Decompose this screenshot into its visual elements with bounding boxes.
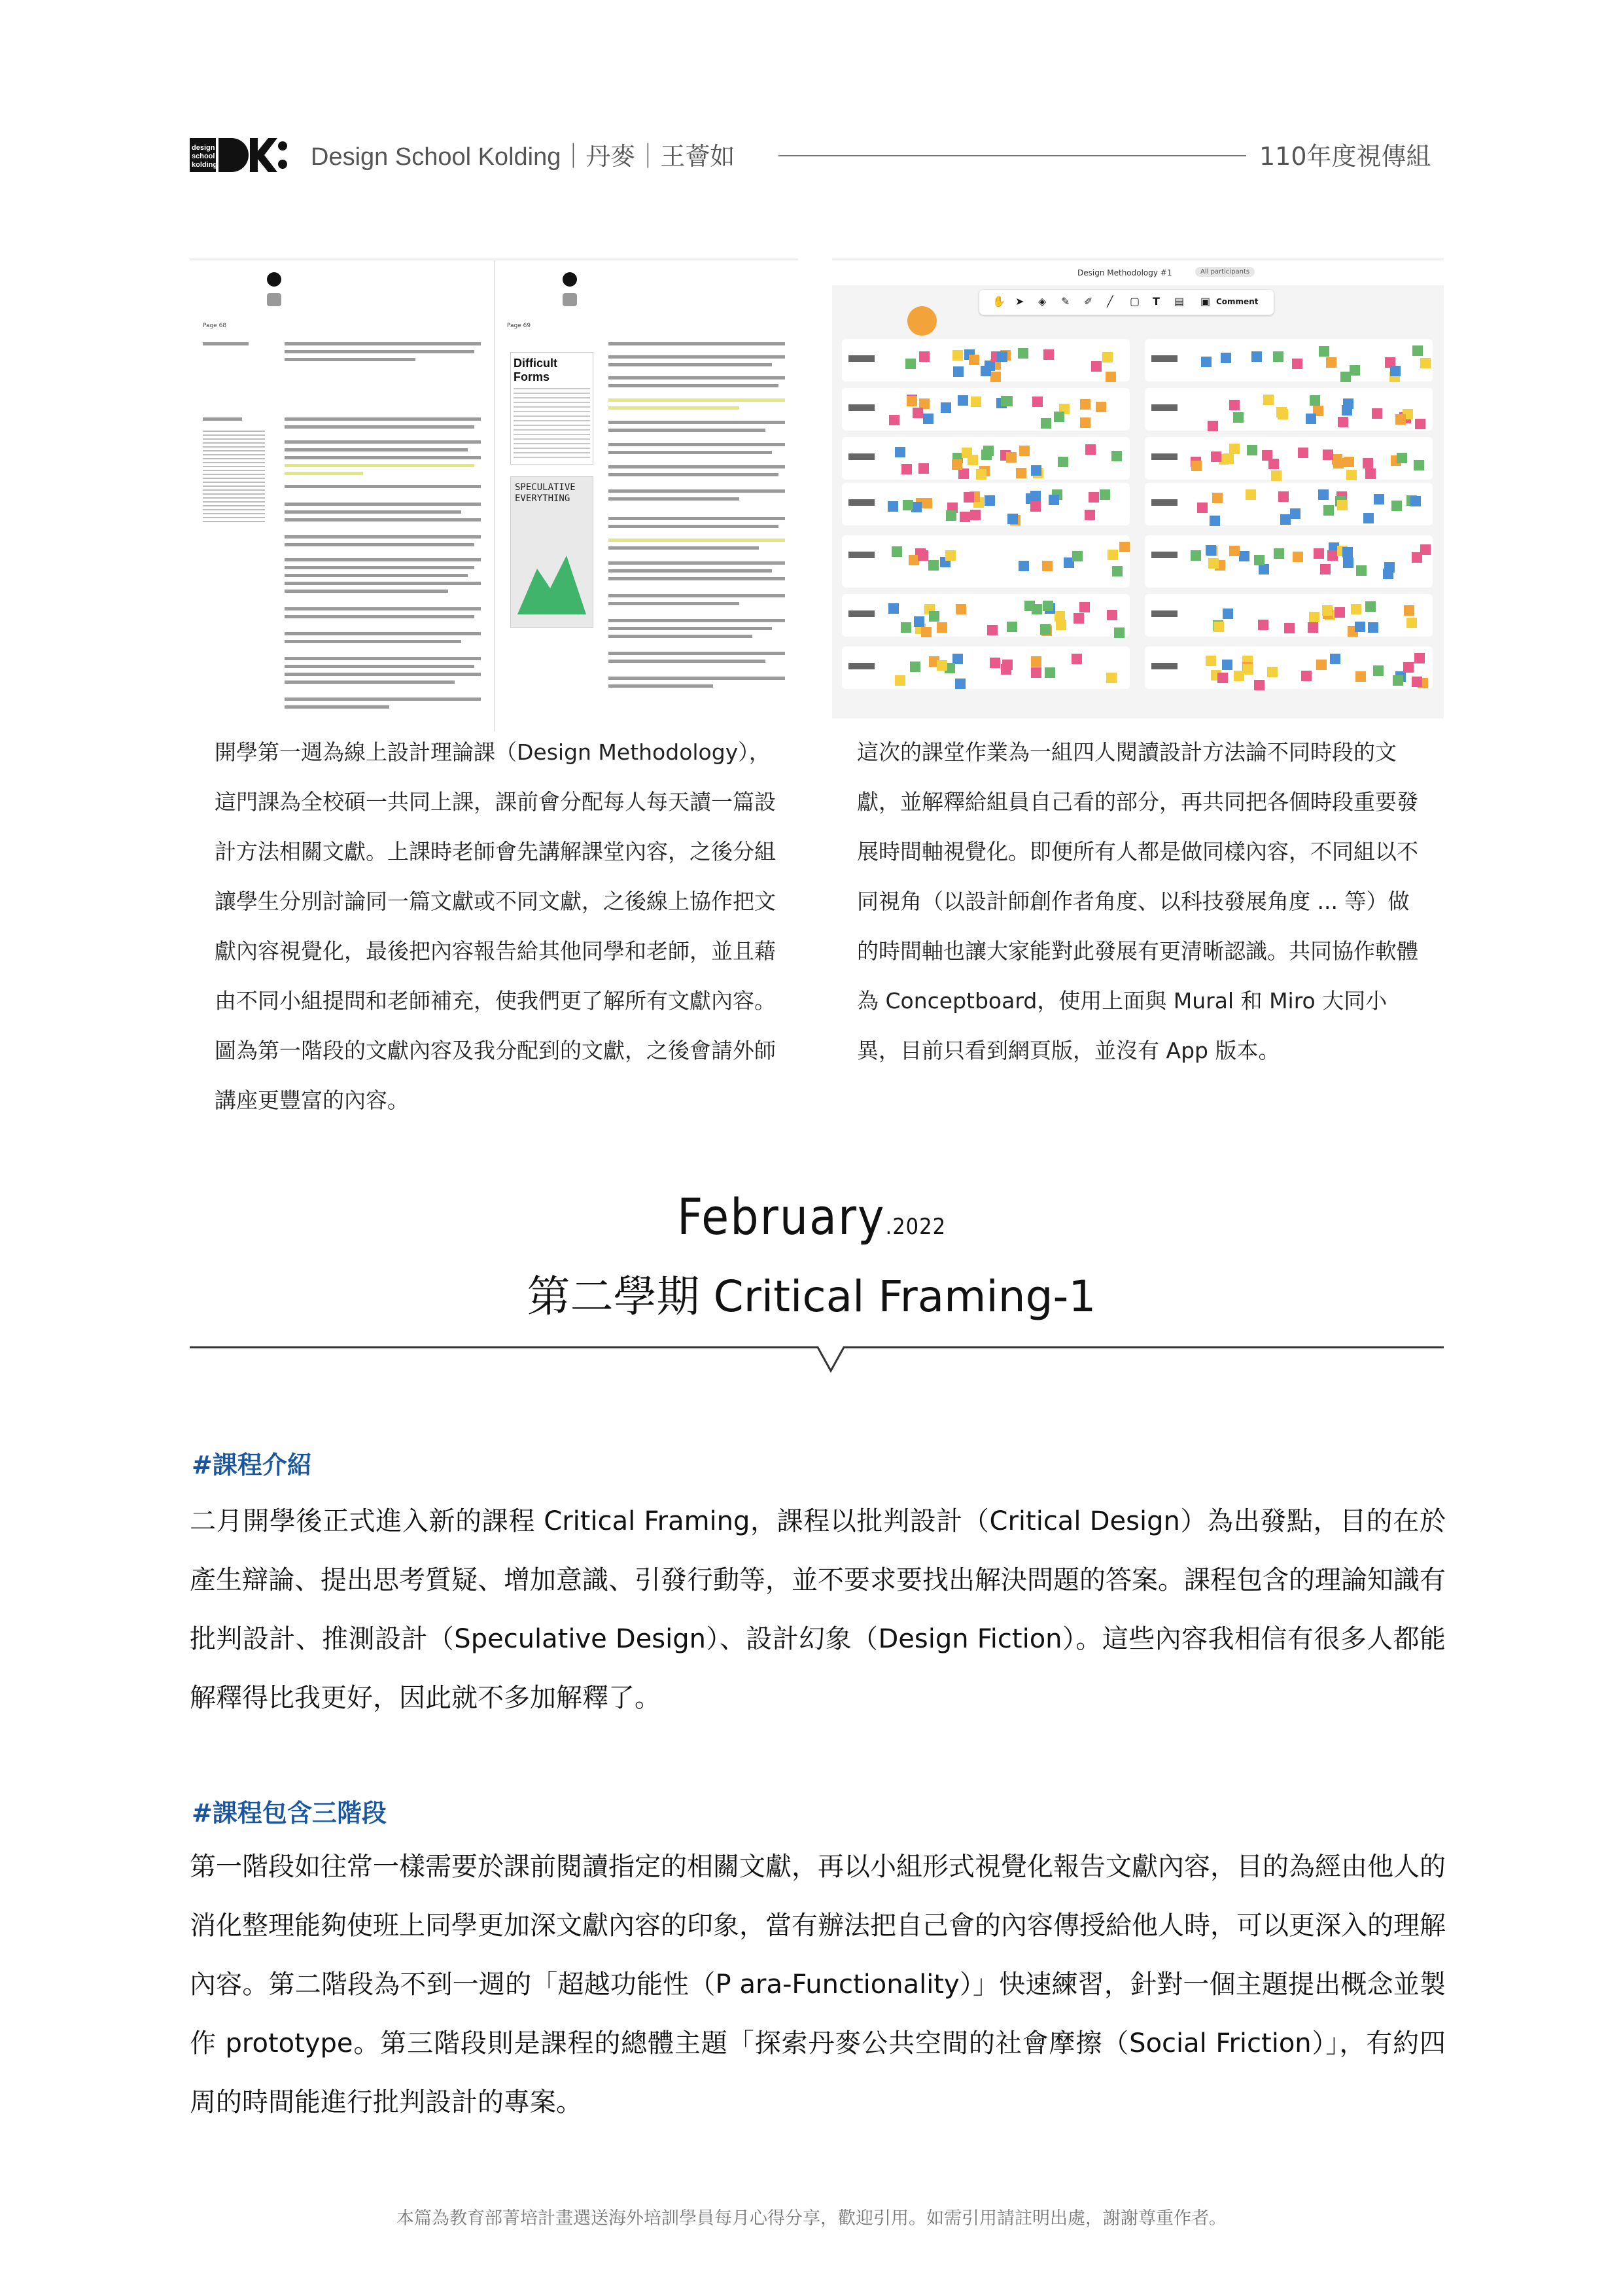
sticky-note — [990, 372, 1001, 382]
svg-text:kolding: kolding — [192, 161, 218, 169]
sticky-note — [922, 498, 932, 508]
sticky-note — [895, 675, 905, 686]
sticky-note — [1262, 450, 1272, 461]
sticky-note — [1344, 457, 1354, 467]
sticky-note — [1327, 550, 1338, 561]
sticky-note — [1326, 357, 1336, 368]
sticky-note — [1263, 395, 1274, 405]
sticky-note — [1338, 417, 1348, 427]
sticky-note — [1395, 414, 1406, 425]
sticky-note — [958, 395, 968, 406]
sticky-note — [1016, 468, 1026, 478]
sticky-note — [1049, 495, 1059, 505]
cursor-icon[interactable]: ➤ — [1015, 295, 1024, 308]
sticky-note — [919, 351, 930, 362]
sticky-note — [1213, 622, 1224, 632]
sticky-note — [1206, 545, 1216, 556]
board-frame — [1145, 437, 1433, 480]
page-label: Page 69 — [507, 323, 531, 329]
sticky-note — [1292, 359, 1302, 369]
sticky-note — [1019, 561, 1029, 571]
sticky-note — [1254, 555, 1265, 565]
paragraph-right: 這次的課堂作業為一組四人閱讀設計方法論不同時段的文獻，並解釋給組員自己看的部分，再共同把各個時段重要發展時間軸視覺化。即便所有人都是做同樣內容，不同組以不同視角（以設計師創作者角度、以科技發展角度 ... 等）做的時間軸也讓大家能對此發展有更清晰認識。共同協作軟體為 Conceptboard，使用上面與 Mural 和 Miro 大同小異，目前只看到網頁版，並沒有 App 版本。 — [857, 739, 1418, 1063]
sticky-note — [1318, 489, 1329, 500]
sticky-note — [1363, 513, 1374, 523]
sticky-note — [941, 402, 951, 413]
sticky-note — [983, 446, 994, 456]
sticky-note — [970, 510, 981, 520]
board-toolbar — [979, 290, 1274, 315]
sticky-note — [1031, 656, 1041, 667]
book-title: SPECULATIVE EVERYTHING — [515, 482, 576, 504]
sticky-note — [1404, 605, 1414, 616]
sticky-note — [1323, 505, 1334, 516]
sticky-note — [1412, 677, 1422, 687]
frame-tag — [848, 355, 875, 362]
header-rule — [778, 155, 1246, 156]
sticky-note — [1284, 623, 1295, 633]
sticky-note — [1330, 654, 1340, 664]
sticky-note — [1108, 550, 1118, 560]
sticky-note — [1350, 365, 1360, 376]
sticky-note — [1335, 607, 1345, 618]
sticky-note — [1024, 601, 1035, 611]
sticky-note — [1206, 656, 1216, 666]
sticky-note — [1342, 547, 1353, 557]
eraser-icon[interactable]: ◈ — [1038, 295, 1047, 308]
sticky-note — [1221, 353, 1231, 363]
sticky-note — [1208, 421, 1218, 431]
frame-tag — [848, 610, 875, 617]
sticky-note — [955, 679, 966, 689]
frame-tag — [848, 499, 875, 506]
year-label: .2022 — [885, 1214, 947, 1240]
sticky-note — [1414, 653, 1425, 663]
sticky-note — [1246, 489, 1256, 500]
school-logo — [190, 134, 288, 176]
sticky-note — [969, 355, 979, 365]
sticky-note — [1243, 664, 1253, 675]
sticky-note — [952, 459, 962, 470]
sticky-note — [1343, 557, 1353, 568]
sticky-note — [1114, 627, 1125, 638]
sticky-note — [1306, 414, 1316, 424]
sticky-note — [1356, 565, 1367, 576]
line-icon[interactable]: ╱ — [1107, 295, 1113, 308]
sticky-note — [1030, 501, 1041, 512]
sticky-note — [956, 604, 966, 614]
sticky-note — [946, 510, 956, 521]
reading-page-right — [494, 260, 798, 732]
sticky-note — [888, 501, 898, 512]
sticky-note — [1414, 460, 1424, 470]
sticky-note — [1058, 457, 1068, 467]
board-titlebar — [832, 260, 1444, 285]
sticky-note — [1043, 349, 1054, 360]
sticky-note — [895, 447, 905, 457]
sticky-note — [1042, 561, 1053, 571]
month-label: February — [676, 1188, 886, 1246]
sticky-note — [889, 415, 899, 425]
sticky-note — [1002, 660, 1013, 670]
sticky-note — [1320, 564, 1331, 574]
sticky-note — [1072, 551, 1083, 561]
binder-hole-icon — [563, 272, 577, 287]
sticky-note — [1309, 612, 1319, 622]
sticky-note — [1322, 605, 1333, 616]
sticky-note — [1254, 680, 1265, 690]
sticky-note — [1212, 493, 1223, 503]
frame-tag — [848, 552, 875, 558]
sticky-note — [913, 408, 923, 418]
sticky-note — [1343, 398, 1353, 409]
sticky-note — [1041, 418, 1051, 429]
sticky-note — [1412, 345, 1423, 356]
sticky-note — [1191, 550, 1201, 561]
sticky-note — [1355, 671, 1366, 682]
sticky-note — [1079, 602, 1090, 612]
section-title: 第二學期 Critical Framing-1 — [527, 1271, 1096, 1322]
sticky-note — [1045, 667, 1055, 678]
sticky-note — [1420, 358, 1431, 368]
sticky-note — [910, 662, 920, 672]
participants-badge[interactable]: All participants — [1195, 267, 1255, 277]
sticky-note — [1233, 412, 1244, 423]
sticky-note — [1085, 510, 1095, 520]
sticky-note — [903, 500, 913, 510]
stages-body: 第一階段如往常一樣需要於課前閱讀指定的相關文獻，再以小組形式視覺化報告文獻內容，目的為經由他人的消化整理能夠使班上同學更加深文獻內容的印象，當有辦法把自己會的內容傳授給他人時，可以更深入的理解內容。第二階段為不到一週的「超越功能性（P ara-Functionality）」快速練習，針對一個主題提出概念並製作 prototype。第三階段則是課程的總體主題「探索丹麥公共空間的社會摩擦（Social Friction）」，有約四周的時間能進行批判設計的專案。 — [190, 1852, 1446, 2117]
frame-tag — [1151, 499, 1178, 506]
shape-icon[interactable]: ▢ — [1130, 295, 1140, 308]
sticky-note — [907, 396, 917, 406]
reading-page-left — [190, 260, 494, 732]
sticky-note — [987, 625, 998, 635]
sticky-note — [1251, 351, 1262, 362]
sticky-note — [1323, 450, 1333, 460]
sticky-note — [1319, 346, 1329, 357]
sticky-note — [1301, 671, 1312, 681]
intro-body: 二月開學後正式進入新的課程 Critical Framing，課程以批判設計（Critical Design）為出發點，目的在於產生辯論、提出思考質疑、增加意識、引發行動等，並不要求要找出解決問題的答案。課程包含的理論知識有批判設計、推測設計（Speculative Design）、設計幻象（Design Fiction）。這些內容我相信有很多人都能解釋得比我更好，因此就不多加解釋了。 — [190, 1506, 1446, 1713]
sticky-note — [1056, 620, 1066, 630]
book-title: Difficult Forms — [514, 357, 557, 383]
sticky-note — [1210, 516, 1220, 526]
sticky-note — [962, 448, 972, 458]
sticky-note — [1393, 675, 1403, 686]
sticky-note — [985, 495, 995, 506]
sticky-note — [1091, 361, 1102, 372]
binder-clip-icon — [563, 293, 577, 306]
comment-icon[interactable]: ▣ — [1200, 295, 1211, 308]
board-frame — [1145, 388, 1433, 431]
sticky-note — [1259, 564, 1269, 574]
sticky-note — [1391, 501, 1402, 511]
sticky-note — [905, 359, 916, 369]
sticky-note — [964, 492, 974, 503]
frame-tag — [1151, 404, 1178, 411]
sticky-note — [1280, 514, 1291, 525]
sticky-note — [1363, 458, 1373, 468]
sticky-note — [1208, 558, 1219, 569]
hand-icon[interactable]: ✋ — [992, 295, 1005, 308]
sticky-note — [937, 622, 947, 633]
frame-tag — [1151, 610, 1178, 617]
sticky-note — [1073, 613, 1084, 624]
sticky-note — [1229, 400, 1240, 410]
header-title: Design School Kolding｜丹麥｜王薈如 — [311, 143, 735, 171]
board-frame — [1145, 646, 1433, 689]
svg-text:school: school — [192, 152, 215, 160]
sticky-note — [929, 611, 939, 622]
sticky-note — [1365, 468, 1376, 479]
user-avatar — [907, 306, 937, 336]
sticky-note — [1043, 601, 1053, 611]
sticky-note — [937, 660, 947, 671]
sticky-note — [918, 550, 928, 561]
sticky-note — [1406, 618, 1417, 628]
stages-heading: #課程包含三階段 — [192, 1799, 387, 1828]
board-frame — [1145, 535, 1433, 588]
sticky-note — [981, 366, 991, 376]
sticky-note — [923, 414, 934, 424]
paragraph-left: 開學第一週為線上設計理論課（Design Methodology），這門課為全校碩一共同上課，課前會分配每人每天讀一篇設計方法相關文獻。上課時老師會先講解課堂內容，之後分組讓學生分別討論同一篇文獻或不同文獻，之後線上協作把文獻內容視覺化，最後把內容報告給其他同學和老師，並且藉由不同小組提問和老師補充，使我們更了解所有文獻內容。圖為第一階段的文獻內容及我分配到的文獻，之後會請外師講座更豐富的內容。 — [215, 739, 776, 1113]
sticky-note — [1372, 408, 1382, 419]
sticky-note — [1276, 407, 1287, 417]
sticky-note — [1100, 489, 1110, 500]
sticky-note — [1106, 673, 1117, 683]
sticky-note — [958, 468, 969, 479]
sticky-note — [1223, 453, 1234, 464]
sticky-note — [888, 603, 899, 614]
sticky-note — [976, 469, 986, 480]
frame-tag — [848, 663, 875, 669]
frame-tag — [1151, 663, 1178, 669]
sticky-note — [1229, 444, 1240, 454]
sticky-note — [1001, 396, 1011, 406]
sticky-note — [1316, 660, 1327, 670]
sticky-note — [1365, 601, 1376, 612]
sticky-note — [1397, 453, 1407, 463]
sticky-note — [1018, 348, 1028, 359]
text-tool-icon[interactable]: T — [1153, 295, 1160, 308]
sticky-note — [1229, 546, 1240, 556]
sticky-note — [960, 512, 970, 522]
sticky-note — [1019, 446, 1030, 456]
sticky-note — [892, 546, 902, 557]
sticky-note — [971, 397, 981, 407]
sticky-note — [1258, 620, 1268, 630]
section-month — [0, 1188, 1623, 1246]
conceptboard-figure — [832, 258, 1444, 718]
sticky-note — [1096, 402, 1106, 412]
sticky-note — [1373, 665, 1384, 676]
sticky-note — [1355, 622, 1365, 632]
sticky-note — [1006, 452, 1017, 463]
sticky-note — [1080, 417, 1091, 428]
sticky-note — [1112, 566, 1123, 576]
sticky-note-icon[interactable]: ▤ — [1174, 295, 1185, 308]
sticky-note — [1007, 622, 1017, 632]
sticky-note — [921, 627, 932, 637]
sticky-note — [1223, 609, 1233, 619]
sticky-note — [1031, 465, 1041, 476]
board-frame — [842, 646, 1130, 689]
sticky-note — [1274, 548, 1284, 559]
sticky-note — [1374, 494, 1384, 504]
sticky-note — [1239, 551, 1249, 561]
board-frame — [842, 594, 1130, 637]
sticky-note — [1390, 366, 1401, 376]
sticky-note — [1333, 458, 1344, 468]
sticky-note — [1197, 503, 1208, 513]
sticky-note — [997, 351, 1007, 362]
sticky-note — [1368, 622, 1378, 633]
sticky-note — [1217, 673, 1228, 683]
frame-tag — [1151, 453, 1178, 460]
sticky-note — [1290, 508, 1300, 519]
sticky-note — [1412, 552, 1422, 563]
marker-icon[interactable]: ✐ — [1084, 295, 1093, 308]
sticky-note — [1201, 357, 1212, 367]
sticky-note — [1031, 667, 1041, 678]
comment-label[interactable]: Comment — [1216, 297, 1259, 306]
board-frame — [842, 535, 1130, 588]
book-cover-thumb — [203, 431, 265, 522]
frame-tag — [1151, 552, 1178, 558]
sticky-note — [1310, 395, 1320, 406]
pen-icon[interactable]: ✎ — [1061, 295, 1070, 308]
sticky-note — [1111, 451, 1122, 461]
reading-list-figure — [190, 258, 798, 732]
sticky-note — [990, 658, 1000, 668]
sticky-note — [1314, 548, 1324, 559]
sticky-note — [1293, 552, 1303, 562]
sticky-note — [1273, 351, 1283, 362]
sticky-note — [1119, 542, 1130, 552]
sticky-note — [1211, 451, 1221, 462]
sticky-note — [1040, 624, 1051, 635]
page-label: Page 68 — [203, 323, 227, 329]
sticky-note — [945, 550, 956, 561]
sticky-note — [1085, 444, 1096, 455]
svg-text:design: design — [192, 144, 215, 152]
sticky-note — [1271, 470, 1282, 481]
intro-heading: #課程介紹 — [192, 1451, 312, 1479]
sticky-note — [952, 350, 963, 361]
sticky-note — [1054, 412, 1064, 422]
sticky-note — [901, 622, 911, 633]
sticky-note — [1089, 492, 1099, 503]
frame-tag — [848, 453, 875, 460]
binder-hole-icon — [267, 272, 281, 287]
sticky-note — [1072, 654, 1082, 664]
sticky-note — [1337, 500, 1348, 510]
sticky-note — [1346, 470, 1357, 480]
sticky-note — [1298, 448, 1308, 458]
sticky-note — [928, 560, 939, 571]
sticky-note — [1267, 667, 1278, 677]
sticky-note — [1106, 372, 1116, 382]
sticky-note — [1080, 399, 1091, 410]
sticky-note — [1403, 662, 1414, 673]
sticky-note — [1415, 419, 1425, 429]
book-cover-difficult-forms — [510, 352, 593, 465]
frame-tag — [848, 404, 875, 411]
header-category: 110年度視傳組 — [1259, 142, 1431, 171]
section-divider — [190, 1345, 1444, 1384]
board-title: Design Methodology #1 — [1077, 268, 1172, 277]
sticky-note — [953, 366, 964, 377]
sticky-note — [1247, 445, 1257, 455]
frame-tag — [1151, 355, 1178, 362]
binder-clip-icon — [267, 293, 281, 306]
book-cover-speculative-everything — [510, 476, 593, 628]
sticky-note — [918, 463, 929, 474]
sticky-note — [1351, 604, 1361, 614]
sticky-note — [1278, 491, 1289, 502]
sticky-note — [914, 616, 924, 627]
sticky-note — [1007, 514, 1018, 524]
sticky-note — [1107, 610, 1117, 620]
sticky-note — [1191, 461, 1202, 471]
sticky-note — [1102, 352, 1113, 362]
sticky-note — [901, 464, 912, 474]
footer-note: 本篇為教育部菁培計畫選送海外培訓學員每月心得分享，歡迎引用。如需引用請註明出處，謝謝尊重作者。 — [396, 2208, 1227, 2229]
sticky-note — [1032, 397, 1043, 407]
sticky-note — [1384, 562, 1395, 573]
sticky-note — [1308, 622, 1318, 633]
sticky-note — [1222, 660, 1232, 670]
sticky-note — [1410, 496, 1421, 506]
